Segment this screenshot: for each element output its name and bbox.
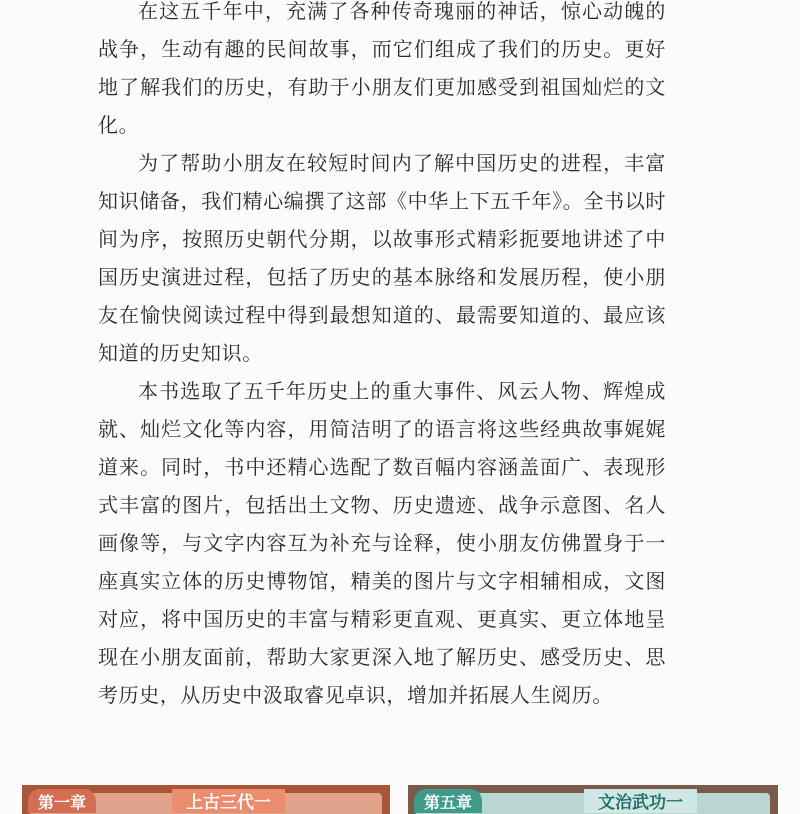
- chapter-banner: 文治武功一: [584, 789, 697, 813]
- chapter-thumbnails: [0, 785, 800, 814]
- chapter-badge: 第五章: [414, 789, 482, 813]
- chapter-thumbnail-2: [408, 785, 778, 814]
- chapter-badge: 第一章: [28, 789, 96, 813]
- paragraph-1: 在这五千年中，充满了各种传奇瑰丽的神话，惊心动魄的战争，生动有趣的民间故事，而它们组成了我们的历史。更好地了解我们的历史，有助于小朋友们更加感受到祖国灿烂的文化。: [98, 0, 666, 137]
- preface-text: [98, 0, 666, 714]
- chapter-banner: 上古三代一: [172, 789, 285, 813]
- chapter-thumbnail-1: [22, 785, 390, 814]
- paragraph-3: 本书选取了五千年历史上的重大事件、风云人物、辉煌成就、灿烂文化等内容，用简洁明了的语言将这些经典故事娓娓道来。同时，书中还精心选配了数百幅内容涵盖面广、表现形式丰富的图片，包括出土文物、历史遗迹、战争示意图、名人画像等，与文字内容互为补充与诠释，使小朋友仿佛置身于一座真实立体的历史博物馆，精美的图片与文字相辅相成，文图对应，将中国历史的丰富与精彩更直观、更真实、更立体地呈现在小朋友面前，帮助大家更深入地了解历史、感受历史、思考历史，从历史中汲取睿见卓识，增加并拓展人生阅历。: [98, 379, 666, 707]
- paragraph-2: 为了帮助小朋友在较短时间内了解中国历史的进程，丰富知识储备，我们精心编撰了这部《中华上下五千年》。全书以时间为序，按照历史朝代分期，以故事形式精彩扼要地讲述了中国历史演进过程，包括了历史的基本脉络和发展历程，使小朋友在愉快阅读过程中得到最想知道的、最需要知道的、最应该知道的历史知识。: [98, 151, 666, 365]
